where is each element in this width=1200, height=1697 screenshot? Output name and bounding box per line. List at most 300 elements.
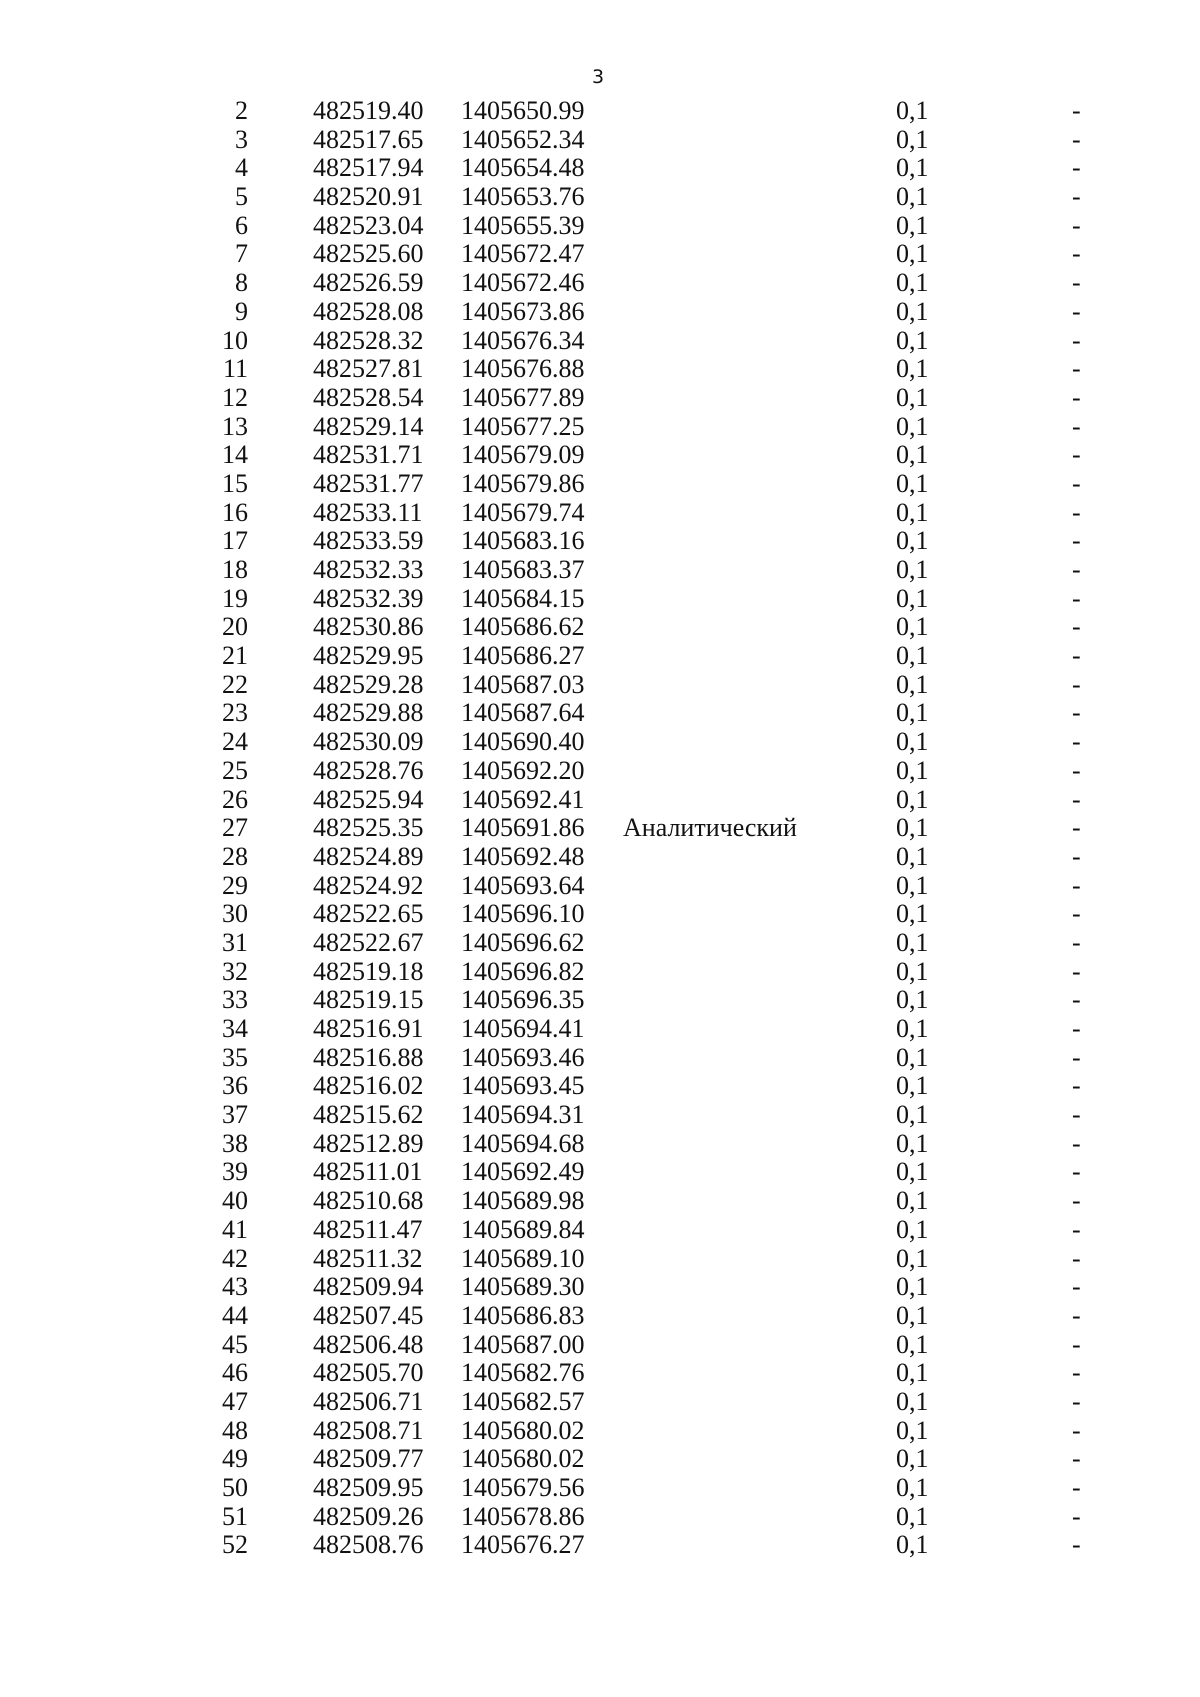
y-coordinate: 1405696.10 <box>461 899 585 929</box>
x-coordinate: 482531.71 <box>313 440 424 470</box>
point-number: 35 <box>222 1042 248 1072</box>
x-coordinate: 482511.01 <box>313 1157 423 1187</box>
point-number: 28 <box>222 841 248 871</box>
y-coordinate: 1405692.48 <box>461 841 585 871</box>
y-coordinate: 1405676.34 <box>461 325 585 355</box>
x-coordinate: 482530.86 <box>313 612 424 642</box>
point-number: 14 <box>222 440 248 470</box>
point-number: 49 <box>222 1444 248 1474</box>
note-value: - <box>1072 1014 1081 1043</box>
table-row <box>0 327 1200 356</box>
x-coordinate: 482505.70 <box>313 1358 424 1388</box>
note-value: - <box>1072 1415 1081 1445</box>
point-number: 41 <box>222 1214 248 1244</box>
y-coordinate: 1405689.30 <box>461 1272 585 1302</box>
table-row <box>0 986 1200 1015</box>
accuracy-value: 0,1 <box>896 1444 929 1474</box>
accuracy-value: 0,1 <box>896 1186 929 1216</box>
x-coordinate: 482517.65 <box>313 124 424 154</box>
x-coordinate: 482528.76 <box>313 755 424 785</box>
y-coordinate: 1405686.83 <box>461 1300 585 1330</box>
point-number: 9 <box>235 296 248 326</box>
y-coordinate: 1405677.25 <box>461 411 585 441</box>
point-number: 24 <box>222 727 248 757</box>
note-value: - <box>1072 382 1081 412</box>
accuracy-value: 0,1 <box>896 1358 929 1388</box>
point-number: 21 <box>222 641 248 671</box>
x-coordinate: 482528.54 <box>313 382 424 412</box>
x-coordinate: 482509.77 <box>313 1444 424 1474</box>
note-value: - <box>1072 1386 1081 1416</box>
point-number: 4 <box>235 153 248 183</box>
table-row <box>0 900 1200 929</box>
accuracy-value: 0,1 <box>896 182 929 212</box>
table-row <box>0 269 1200 298</box>
x-coordinate: 482522.67 <box>313 927 424 957</box>
table-row <box>0 441 1200 470</box>
point-number: 30 <box>222 899 248 929</box>
y-coordinate: 1405673.86 <box>461 296 585 326</box>
y-coordinate: 1405679.09 <box>461 440 585 470</box>
table-row <box>0 1245 1200 1274</box>
point-number: 20 <box>222 612 248 642</box>
accuracy-value: 0,1 <box>896 268 929 298</box>
accuracy-value: 0,1 <box>896 1530 929 1560</box>
note-value: - <box>1072 927 1081 957</box>
table-row <box>0 1158 1200 1187</box>
y-coordinate: 1405687.03 <box>461 669 585 699</box>
point-number: 38 <box>222 1128 248 1158</box>
accuracy-value: 0,1 <box>896 96 929 125</box>
x-coordinate: 482519.18 <box>313 956 424 986</box>
note-value: - <box>1072 698 1081 728</box>
note-value: - <box>1072 612 1081 642</box>
note-value: - <box>1072 727 1081 757</box>
point-number: 31 <box>222 927 248 957</box>
note-value: - <box>1072 870 1081 900</box>
note-value: - <box>1072 583 1081 613</box>
table-row <box>0 240 1200 269</box>
x-coordinate: 482511.32 <box>313 1243 423 1273</box>
point-number: 27 <box>222 813 248 843</box>
x-coordinate: 482533.59 <box>313 526 424 556</box>
table-row <box>0 413 1200 442</box>
note-value: - <box>1072 325 1081 355</box>
x-coordinate: 482510.68 <box>313 1186 424 1216</box>
note-value: - <box>1072 1444 1081 1474</box>
x-coordinate: 482526.59 <box>313 268 424 298</box>
note-value: - <box>1072 153 1081 183</box>
y-coordinate: 1405693.45 <box>461 1071 585 1101</box>
note-value: - <box>1072 1042 1081 1072</box>
point-number: 36 <box>222 1071 248 1101</box>
point-number: 11 <box>222 354 248 384</box>
y-coordinate: 1405680.02 <box>461 1444 585 1474</box>
x-coordinate: 482523.04 <box>313 210 424 240</box>
accuracy-value: 0,1 <box>896 956 929 986</box>
accuracy-value: 0,1 <box>896 411 929 441</box>
x-coordinate: 482525.94 <box>313 784 424 814</box>
table-row <box>0 814 1200 843</box>
accuracy-value: 0,1 <box>896 239 929 269</box>
y-coordinate: 1405693.46 <box>461 1042 585 1072</box>
accuracy-value: 0,1 <box>896 468 929 498</box>
point-number: 7 <box>235 239 248 269</box>
x-coordinate: 482509.95 <box>313 1473 424 1502</box>
point-number: 19 <box>222 583 248 613</box>
accuracy-value: 0,1 <box>896 124 929 154</box>
accuracy-value: 0,1 <box>896 985 929 1015</box>
accuracy-value: 0,1 <box>896 1100 929 1130</box>
x-coordinate: 482506.71 <box>313 1386 424 1416</box>
point-number: 23 <box>222 698 248 728</box>
note-value: - <box>1072 755 1081 785</box>
note-value: - <box>1072 1272 1081 1302</box>
y-coordinate: 1405672.46 <box>461 268 585 298</box>
table-row <box>0 1503 1200 1532</box>
x-coordinate: 482525.35 <box>313 813 424 843</box>
point-number: 16 <box>222 497 248 527</box>
note-value: - <box>1072 526 1081 556</box>
point-number: 18 <box>222 555 248 584</box>
table-row <box>0 958 1200 987</box>
point-number: 6 <box>235 210 248 240</box>
accuracy-value: 0,1 <box>896 325 929 355</box>
y-coordinate: 1405650.99 <box>461 96 585 125</box>
table-row <box>0 355 1200 384</box>
table-row <box>0 1072 1200 1101</box>
table-row <box>0 757 1200 786</box>
table-row <box>0 1130 1200 1159</box>
table-row <box>0 1359 1200 1388</box>
point-number: 29 <box>222 870 248 900</box>
y-coordinate: 1405694.41 <box>461 1014 585 1043</box>
note-value: - <box>1072 1071 1081 1101</box>
accuracy-value: 0,1 <box>896 354 929 384</box>
point-number: 15 <box>222 468 248 498</box>
x-coordinate: 482524.92 <box>313 870 424 900</box>
table-row <box>0 1015 1200 1044</box>
y-coordinate: 1405679.74 <box>461 497 585 527</box>
table-row <box>0 1388 1200 1417</box>
accuracy-value: 0,1 <box>896 296 929 326</box>
note-value: - <box>1072 784 1081 814</box>
point-number: 37 <box>222 1100 248 1130</box>
note-value: - <box>1072 1157 1081 1187</box>
accuracy-value: 0,1 <box>896 841 929 871</box>
table-row <box>0 728 1200 757</box>
y-coordinate: 1405676.27 <box>461 1530 585 1560</box>
note-value: - <box>1072 411 1081 441</box>
note-value: - <box>1072 555 1081 584</box>
accuracy-value: 0,1 <box>896 612 929 642</box>
note-value: - <box>1072 669 1081 699</box>
x-coordinate: 482509.26 <box>313 1501 424 1531</box>
note-value: - <box>1072 1329 1081 1359</box>
note-value: - <box>1072 1100 1081 1130</box>
note-value: - <box>1072 1530 1081 1560</box>
x-coordinate: 482530.09 <box>313 727 424 757</box>
note-value: - <box>1072 296 1081 326</box>
accuracy-value: 0,1 <box>896 1157 929 1187</box>
accuracy-value: 0,1 <box>896 440 929 470</box>
point-number: 17 <box>222 526 248 556</box>
table-row <box>0 97 1200 126</box>
note-value: - <box>1072 1186 1081 1216</box>
y-coordinate: 1405692.41 <box>461 784 585 814</box>
x-coordinate: 482532.39 <box>313 583 424 613</box>
y-coordinate: 1405694.68 <box>461 1128 585 1158</box>
note-value: - <box>1072 641 1081 671</box>
point-number: 50 <box>222 1473 248 1502</box>
y-coordinate: 1405678.86 <box>461 1501 585 1531</box>
y-coordinate: 1405694.31 <box>461 1100 585 1130</box>
y-coordinate: 1405692.20 <box>461 755 585 785</box>
y-coordinate: 1405682.57 <box>461 1386 585 1416</box>
note-value: - <box>1072 1358 1081 1388</box>
table-row <box>0 1101 1200 1130</box>
y-coordinate: 1405677.89 <box>461 382 585 412</box>
table-row <box>0 470 1200 499</box>
x-coordinate: 482507.45 <box>313 1300 424 1330</box>
y-coordinate: 1405654.48 <box>461 153 585 183</box>
point-number: 25 <box>222 755 248 785</box>
x-coordinate: 482519.40 <box>313 96 424 125</box>
x-coordinate: 482511.47 <box>313 1214 423 1244</box>
table-row <box>0 556 1200 585</box>
note-value: - <box>1072 96 1081 125</box>
y-coordinate: 1405684.15 <box>461 583 585 613</box>
y-coordinate: 1405652.34 <box>461 124 585 154</box>
accuracy-value: 0,1 <box>896 1042 929 1072</box>
accuracy-value: 0,1 <box>896 669 929 699</box>
note-value: - <box>1072 268 1081 298</box>
x-coordinate: 482529.88 <box>313 698 424 728</box>
x-coordinate: 482532.33 <box>313 555 424 584</box>
accuracy-value: 0,1 <box>896 641 929 671</box>
accuracy-value: 0,1 <box>896 1214 929 1244</box>
table-row <box>0 298 1200 327</box>
accuracy-value: 0,1 <box>896 899 929 929</box>
accuracy-value: 0,1 <box>896 1014 929 1043</box>
point-number: 32 <box>222 956 248 986</box>
point-number: 8 <box>235 268 248 298</box>
accuracy-value: 0,1 <box>896 583 929 613</box>
y-coordinate: 1405696.82 <box>461 956 585 986</box>
y-coordinate: 1405687.64 <box>461 698 585 728</box>
table-row <box>0 183 1200 212</box>
x-coordinate: 482508.76 <box>313 1530 424 1560</box>
point-number: 39 <box>222 1157 248 1187</box>
point-number: 5 <box>235 182 248 212</box>
accuracy-value: 0,1 <box>896 555 929 584</box>
note-value: - <box>1072 1473 1081 1502</box>
x-coordinate: 482516.91 <box>313 1014 424 1043</box>
note-value: - <box>1072 239 1081 269</box>
x-coordinate: 482524.89 <box>313 841 424 871</box>
accuracy-value: 0,1 <box>896 1071 929 1101</box>
x-coordinate: 482522.65 <box>313 899 424 929</box>
table-row <box>0 843 1200 872</box>
table-row <box>0 384 1200 413</box>
x-coordinate: 482508.71 <box>313 1415 424 1445</box>
table-row <box>0 1474 1200 1503</box>
y-coordinate: 1405682.76 <box>461 1358 585 1388</box>
y-coordinate: 1405689.10 <box>461 1243 585 1273</box>
accuracy-value: 0,1 <box>896 1501 929 1531</box>
y-coordinate: 1405679.56 <box>461 1473 585 1502</box>
x-coordinate: 482516.02 <box>313 1071 424 1101</box>
accuracy-value: 0,1 <box>896 784 929 814</box>
table-row <box>0 1044 1200 1073</box>
coordinates-table <box>0 97 1200 1560</box>
table-row <box>0 786 1200 815</box>
y-coordinate: 1405686.62 <box>461 612 585 642</box>
accuracy-value: 0,1 <box>896 1128 929 1158</box>
note-value: - <box>1072 440 1081 470</box>
table-row <box>0 699 1200 728</box>
table-row <box>0 642 1200 671</box>
table-row <box>0 1417 1200 1446</box>
x-coordinate: 482517.94 <box>313 153 424 183</box>
note-value: - <box>1072 813 1081 843</box>
page-number: 3 <box>591 66 605 88</box>
point-number: 47 <box>222 1386 248 1416</box>
x-coordinate: 482516.88 <box>313 1042 424 1072</box>
accuracy-value: 0,1 <box>896 153 929 183</box>
point-number: 2 <box>235 96 248 125</box>
accuracy-value: 0,1 <box>896 727 929 757</box>
point-number: 40 <box>222 1186 248 1216</box>
y-coordinate: 1405676.88 <box>461 354 585 384</box>
accuracy-value: 0,1 <box>896 497 929 527</box>
accuracy-value: 0,1 <box>896 755 929 785</box>
table-row <box>0 154 1200 183</box>
note-value: - <box>1072 841 1081 871</box>
y-coordinate: 1405689.98 <box>461 1186 585 1216</box>
table-row <box>0 212 1200 241</box>
point-number: 48 <box>222 1415 248 1445</box>
accuracy-value: 0,1 <box>896 1415 929 1445</box>
y-coordinate: 1405689.84 <box>461 1214 585 1244</box>
point-number: 26 <box>222 784 248 814</box>
accuracy-value: 0,1 <box>896 1243 929 1273</box>
y-coordinate: 1405696.35 <box>461 985 585 1015</box>
point-number: 43 <box>222 1272 248 1302</box>
table-row <box>0 872 1200 901</box>
point-number: 42 <box>222 1243 248 1273</box>
x-coordinate: 482520.91 <box>313 182 424 212</box>
point-number: 12 <box>222 382 248 412</box>
table-row <box>0 671 1200 700</box>
note-value: - <box>1072 1501 1081 1531</box>
note-value: - <box>1072 182 1081 212</box>
y-coordinate: 1405691.86 <box>461 813 585 843</box>
table-row <box>0 499 1200 528</box>
table-row <box>0 126 1200 155</box>
y-coordinate: 1405683.16 <box>461 526 585 556</box>
accuracy-value: 0,1 <box>896 1272 929 1302</box>
table-row <box>0 1273 1200 1302</box>
accuracy-value: 0,1 <box>896 1329 929 1359</box>
note-value: - <box>1072 985 1081 1015</box>
y-coordinate: 1405687.00 <box>461 1329 585 1359</box>
table-row <box>0 1445 1200 1474</box>
note-value: - <box>1072 210 1081 240</box>
accuracy-value: 0,1 <box>896 1386 929 1416</box>
point-number: 13 <box>222 411 248 441</box>
x-coordinate: 482529.14 <box>313 411 424 441</box>
x-coordinate: 482528.08 <box>313 296 424 326</box>
y-coordinate: 1405672.47 <box>461 239 585 269</box>
table-row <box>0 1302 1200 1331</box>
note-value: - <box>1072 1214 1081 1244</box>
x-coordinate: 482529.28 <box>313 669 424 699</box>
note-value: - <box>1072 468 1081 498</box>
point-number: 46 <box>222 1358 248 1388</box>
note-value: - <box>1072 1243 1081 1273</box>
table-row <box>0 613 1200 642</box>
note-value: - <box>1072 956 1081 986</box>
point-number: 52 <box>222 1530 248 1560</box>
point-number: 44 <box>222 1300 248 1330</box>
accuracy-value: 0,1 <box>896 1473 929 1502</box>
method-label: Аналитический <box>623 813 797 843</box>
accuracy-value: 0,1 <box>896 698 929 728</box>
accuracy-value: 0,1 <box>896 927 929 957</box>
x-coordinate: 482528.32 <box>313 325 424 355</box>
note-value: - <box>1072 497 1081 527</box>
accuracy-value: 0,1 <box>896 870 929 900</box>
y-coordinate: 1405693.64 <box>461 870 585 900</box>
x-coordinate: 482512.89 <box>313 1128 424 1158</box>
table-row <box>0 1531 1200 1560</box>
table-row <box>0 1331 1200 1360</box>
x-coordinate: 482531.77 <box>313 468 424 498</box>
x-coordinate: 482509.94 <box>313 1272 424 1302</box>
table-row <box>0 929 1200 958</box>
table-row <box>0 1187 1200 1216</box>
x-coordinate: 482527.81 <box>313 354 424 384</box>
y-coordinate: 1405653.76 <box>461 182 585 212</box>
point-number: 22 <box>222 669 248 699</box>
x-coordinate: 482529.95 <box>313 641 424 671</box>
note-value: - <box>1072 354 1081 384</box>
accuracy-value: 0,1 <box>896 526 929 556</box>
note-value: - <box>1072 899 1081 929</box>
table-row <box>0 585 1200 614</box>
accuracy-value: 0,1 <box>896 813 929 843</box>
y-coordinate: 1405683.37 <box>461 555 585 584</box>
y-coordinate: 1405686.27 <box>461 641 585 671</box>
x-coordinate: 482525.60 <box>313 239 424 269</box>
note-value: - <box>1072 1128 1081 1158</box>
table-row <box>0 527 1200 556</box>
point-number: 3 <box>235 124 248 154</box>
y-coordinate: 1405655.39 <box>461 210 585 240</box>
y-coordinate: 1405679.86 <box>461 468 585 498</box>
table-row <box>0 1216 1200 1245</box>
point-number: 51 <box>222 1501 248 1531</box>
accuracy-value: 0,1 <box>896 210 929 240</box>
x-coordinate: 482506.48 <box>313 1329 424 1359</box>
y-coordinate: 1405692.49 <box>461 1157 585 1187</box>
y-coordinate: 1405680.02 <box>461 1415 585 1445</box>
note-value: - <box>1072 124 1081 154</box>
accuracy-value: 0,1 <box>896 382 929 412</box>
y-coordinate: 1405690.40 <box>461 727 585 757</box>
x-coordinate: 482519.15 <box>313 985 424 1015</box>
